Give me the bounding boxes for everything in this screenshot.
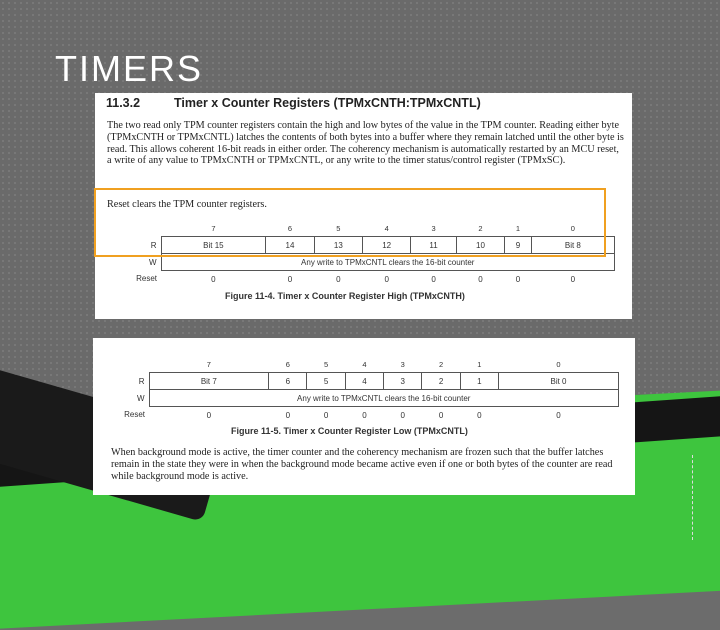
read-row [117, 373, 619, 390]
read-bit-cell: 6 [269, 373, 307, 390]
read-bit-cell: 5 [307, 373, 345, 390]
read-bit-cell: Bit 8 [531, 237, 614, 254]
bit-number: 1 [515, 223, 521, 233]
bit-number: 7 [211, 223, 216, 233]
read-bit-cell: 2 [422, 373, 460, 390]
reset-row [117, 407, 619, 424]
reset-value: 0 [211, 274, 216, 284]
bit-number: 3 [431, 223, 436, 233]
reset-value: 0 [400, 410, 405, 420]
description-paragraph: The two read only TPM counter registers contain the high and low bytes of the value in the TPM counter. Reading either byte (TPMxCNTH or TPMxCNTL) latches the contents of both bytes into a buffer where they remain latched until the other byte is read. This allows coherent 16-bit reads in either order. The coherency mechanism is automatically restarted by an MCU reset, a write of any value to TPMxCNTH or TPMxCNTL, or any write to the timer status/control register (TPMxSC). [107, 120, 624, 167]
bit-number: 5 [336, 223, 341, 233]
read-bit-cell: 9 [505, 237, 532, 254]
reset-value: 0 [477, 410, 482, 420]
bit-number: 4 [362, 359, 367, 369]
bit-number: 7 [206, 359, 211, 369]
slide-title: TIMERS [55, 48, 204, 89]
bit-number: 3 [400, 359, 405, 369]
read-bit-cell: Bit 7 [149, 373, 269, 390]
bit-number: 0 [570, 223, 575, 233]
write-cell: Any write to TPMxCNTL clears the 16-bit counter [161, 254, 615, 271]
reset-value: 0 [206, 410, 212, 420]
bit-number: 6 [285, 359, 290, 369]
highlight-box [94, 188, 606, 257]
reset-value: 0 [570, 274, 576, 284]
bit-number: 4 [384, 223, 389, 233]
reset-value: 0 [438, 410, 444, 420]
read-bit-cell: 12 [363, 237, 411, 254]
row-label: R [138, 376, 145, 386]
reset-value: 0 [323, 410, 329, 420]
figure-caption: Figure 11-4. Timer x Counter Register High (TPMxCNTH) [225, 291, 465, 301]
reset-value: 0 [556, 410, 561, 420]
bit-number: 2 [478, 223, 483, 233]
row-label: Reset [136, 274, 157, 284]
reset-value: 0 [287, 274, 293, 284]
read-bit-cell: 1 [460, 373, 498, 390]
bit-number: 0 [556, 359, 561, 369]
section-title: Timer x Counter Registers (TPMxCNTH:TPMxCNTL) [174, 96, 481, 110]
row-label: R [150, 240, 157, 250]
register-low-panel [93, 338, 635, 495]
row-label: W [136, 393, 145, 403]
bit-number: 5 [324, 359, 329, 369]
figure-caption: Figure 11-5. Timer x Counter Register Low (TPMxCNTL) [231, 426, 468, 436]
reset-value: 0 [478, 274, 483, 284]
reset-value: 0 [362, 410, 367, 420]
reset-value: 0 [431, 274, 436, 284]
read-bit-cell: 3 [384, 373, 422, 390]
register-table-low [117, 356, 619, 423]
background-mode-paragraph: When background mode is active, the timer counter and the coherency mechanism are frozen such that the buffer latches remain in the state they were in when the background mode became active even if one or both bytes of the counter are read while background mode is active. [111, 447, 613, 482]
row-label: W [148, 257, 157, 267]
read-bit-cell: 10 [456, 237, 504, 254]
read-bit-cell: 4 [345, 373, 383, 390]
row-label: Reset [124, 410, 145, 420]
bit-number: 2 [438, 359, 444, 369]
read-bit-cell: 11 [411, 237, 456, 254]
read-bit-cell: 13 [314, 237, 362, 254]
section-number: 11.3.2 [106, 96, 141, 110]
write-cell: Any write to TPMxCNTL clears the 16-bit counter [149, 390, 619, 407]
reset-value: 0 [384, 274, 389, 284]
reset-value: 0 [285, 410, 291, 420]
bit-number: 6 [287, 223, 293, 233]
write-row [117, 390, 619, 407]
bit-number: 1 [477, 359, 482, 369]
reset-value: 0 [515, 274, 521, 284]
dashed-line [692, 455, 693, 540]
reset-row [125, 271, 615, 288]
read-bit-cell: 14 [266, 237, 314, 254]
reset-value: 0 [336, 274, 341, 284]
reset-note: Reset clears the TPM counter registers. [107, 199, 267, 210]
bit-number-row [117, 356, 619, 373]
read-bit-cell: Bit 0 [499, 373, 619, 390]
read-bit-cell: Bit 15 [161, 237, 266, 254]
